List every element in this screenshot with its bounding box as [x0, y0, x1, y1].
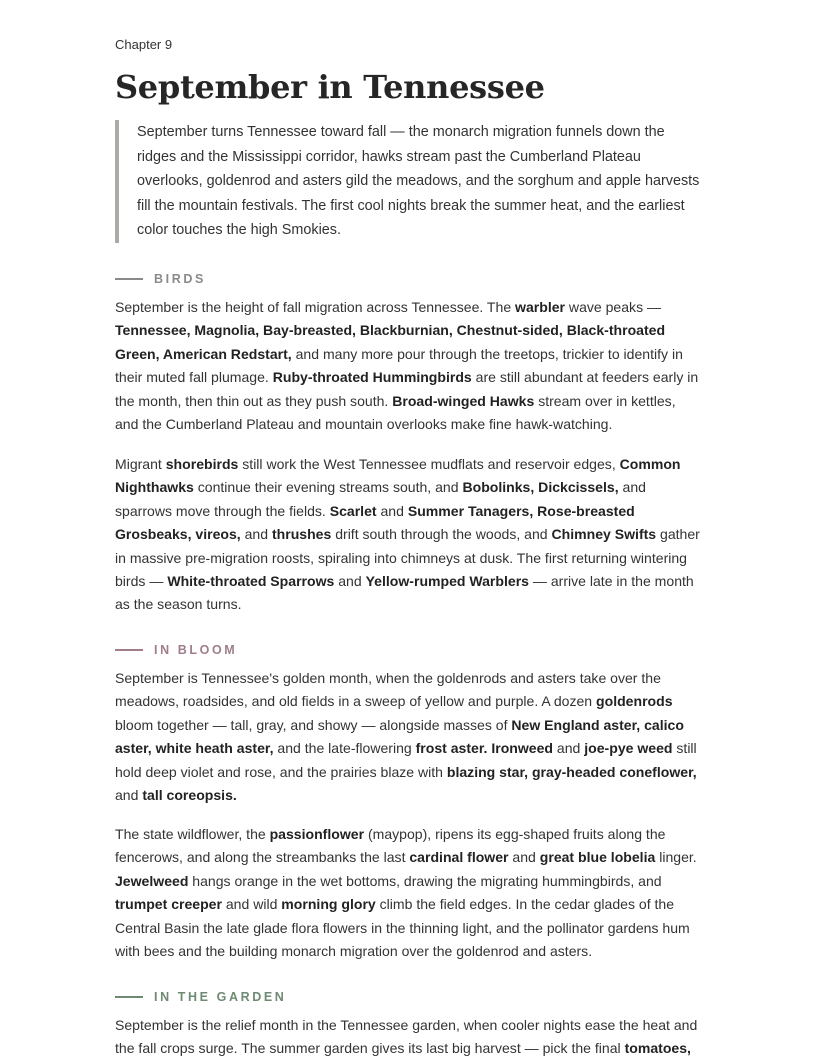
page-title: September in Tennessee	[115, 68, 545, 106]
bold-term: goldenrods	[596, 693, 673, 710]
bold-term: New England aster, calico aster, white heath aster,	[115, 716, 684, 757]
bold-term: morning glory	[281, 896, 376, 913]
bold-term: White-throated Sparrows	[167, 573, 335, 590]
section-heading-birds	[115, 271, 206, 287]
birds-paragraph-1: September is the height of fall migration across Tennessee. The warbler wave peaks — Tennessee, Magnolia, Bay-breasted, Blackburnian, Chestnut-sided, Black-throated Green, American Redstart, and many more pour through the treetops, trickier to identify in their muted fall plumage. Ruby-throated Hummingbirds are still abundant at feeders early in the month, then thin out as they push south. Broad-winged Hawks stream over in kettles, and the Cumberland Plateau and mountain overlooks make fine hawk-watching.	[115, 299, 699, 433]
section-heading-label: IN BLOOM	[154, 643, 238, 657]
bold-term: warbler	[515, 299, 566, 315]
bold-term: Chimney Swifts	[551, 526, 657, 543]
bloom-paragraph-2: The state wildflower, the passionflower (maypop), ripens its egg-shaped fruits along the fencerows, and along the streambanks the last cardinal flower and great blue lobelia linger. Jewelweed hangs orange in the wet bottoms, drawing the migrating hummingbirds, and trumpet creeper and wild morning glory climb the field edges. In the cedar glades of the Central Basin the late glade flora flowers in the thinning light, and the pollinator gardens hum with bees and the building monarch migration over the goldenrod and asters.	[115, 826, 697, 960]
garden-paragraph-1: September is the relief month in the Tennessee garden, when cooler nights ease the heat and the fall crops surge. The summer garden gives its last big harvest — pick the final tomatoes,	[115, 1017, 698, 1057]
heading-rule	[115, 996, 143, 998]
bold-term: Common Nighthawks	[115, 456, 681, 496]
bold-term: Broad-winged Hawks	[392, 392, 535, 409]
chapter-label: Chapter 9	[115, 37, 173, 52]
heading-rule	[115, 278, 143, 280]
bold-term: Tennessee, Magnolia, Bay-breasted, Blackburnian, Chestnut-sided, Black-throated Green, American Redstart,	[115, 322, 666, 362]
heading-rule	[115, 649, 143, 651]
bloom-paragraph-1: September is Tennessee's golden month, when the goldenrods and asters take over the meadows, roadsides, and old fields in a sweep of yellow and purple. A dozen goldenrods bloom together — tall, gray, and showy — alongside masses of New England aster, calico aster, white heath aster, and the late-flowering frost aster. Ironweed and joe-pye weed still hold deep violet and rose, and the prairies blaze with blazing star, gray-headed coneflower, and tall coreopsis.	[115, 670, 697, 804]
bold-term: thrushes	[271, 526, 332, 543]
bold-term: passionflower	[269, 826, 365, 842]
intro-blockquote: September turns Tennessee toward fall — the monarch migration funnels down the ridges and the Mississippi corridor, hawks stream past the Cumberland Plateau overlooks, goldenrod and asters gild the meadows, and the sorghum and apple harvests fill the mountain festivals. The first cool nights break the summer heat, and the earliest color touches the high Smokies.	[115, 120, 700, 243]
bold-term: Yellow-rumped Warblers	[365, 573, 529, 590]
bold-term: great blue lobelia	[539, 849, 656, 866]
section-heading-label: BIRDS	[154, 272, 206, 286]
bold-term: Bobolinks, Dickcissels,	[462, 479, 619, 496]
bold-term: blazing star, gray-headed coneflower,	[446, 763, 697, 780]
bold-term: frost aster. Ironweed	[415, 740, 554, 757]
bold-term: shorebirds	[165, 456, 239, 472]
section-heading-label: IN THE GARDEN	[154, 990, 287, 1004]
bold-term: trumpet creeper	[115, 896, 222, 913]
bold-term: Ruby-throated Hummingbirds	[272, 369, 472, 386]
bold-term: tall coreopsis.	[142, 787, 237, 804]
bold-term: tomatoes,	[624, 1040, 691, 1057]
bold-term: joe-pye weed	[584, 740, 673, 757]
bold-term: Scarlet	[329, 502, 377, 519]
bold-term: Summer Tanagers, Rose-breasted Grosbeaks, vireos,	[115, 502, 635, 543]
section-heading-in-the-garden	[115, 989, 286, 1005]
bold-term: cardinal flower	[409, 849, 509, 866]
birds-paragraph-2: Migrant shorebirds still work the West Tennessee mudflats and reservoir edges, Common Nighthawks continue their evening streams south, and Bobolinks, Dickcissels, and sparrows move through the fields. Scarlet and Summer Tanagers, Rose-breasted Grosbeaks, vireos, and thrushes drift south through the woods, and Chimney Swifts gather in massive pre-migration roosts, spiraling into chimneys at dusk. The first returning wintering birds — White-throated Sparrows and Yellow-rumped Warblers — arrive late in the month as the season turns.	[115, 456, 700, 613]
section-heading-in-bloom	[115, 642, 237, 658]
bold-term: Jewelweed	[115, 872, 189, 889]
